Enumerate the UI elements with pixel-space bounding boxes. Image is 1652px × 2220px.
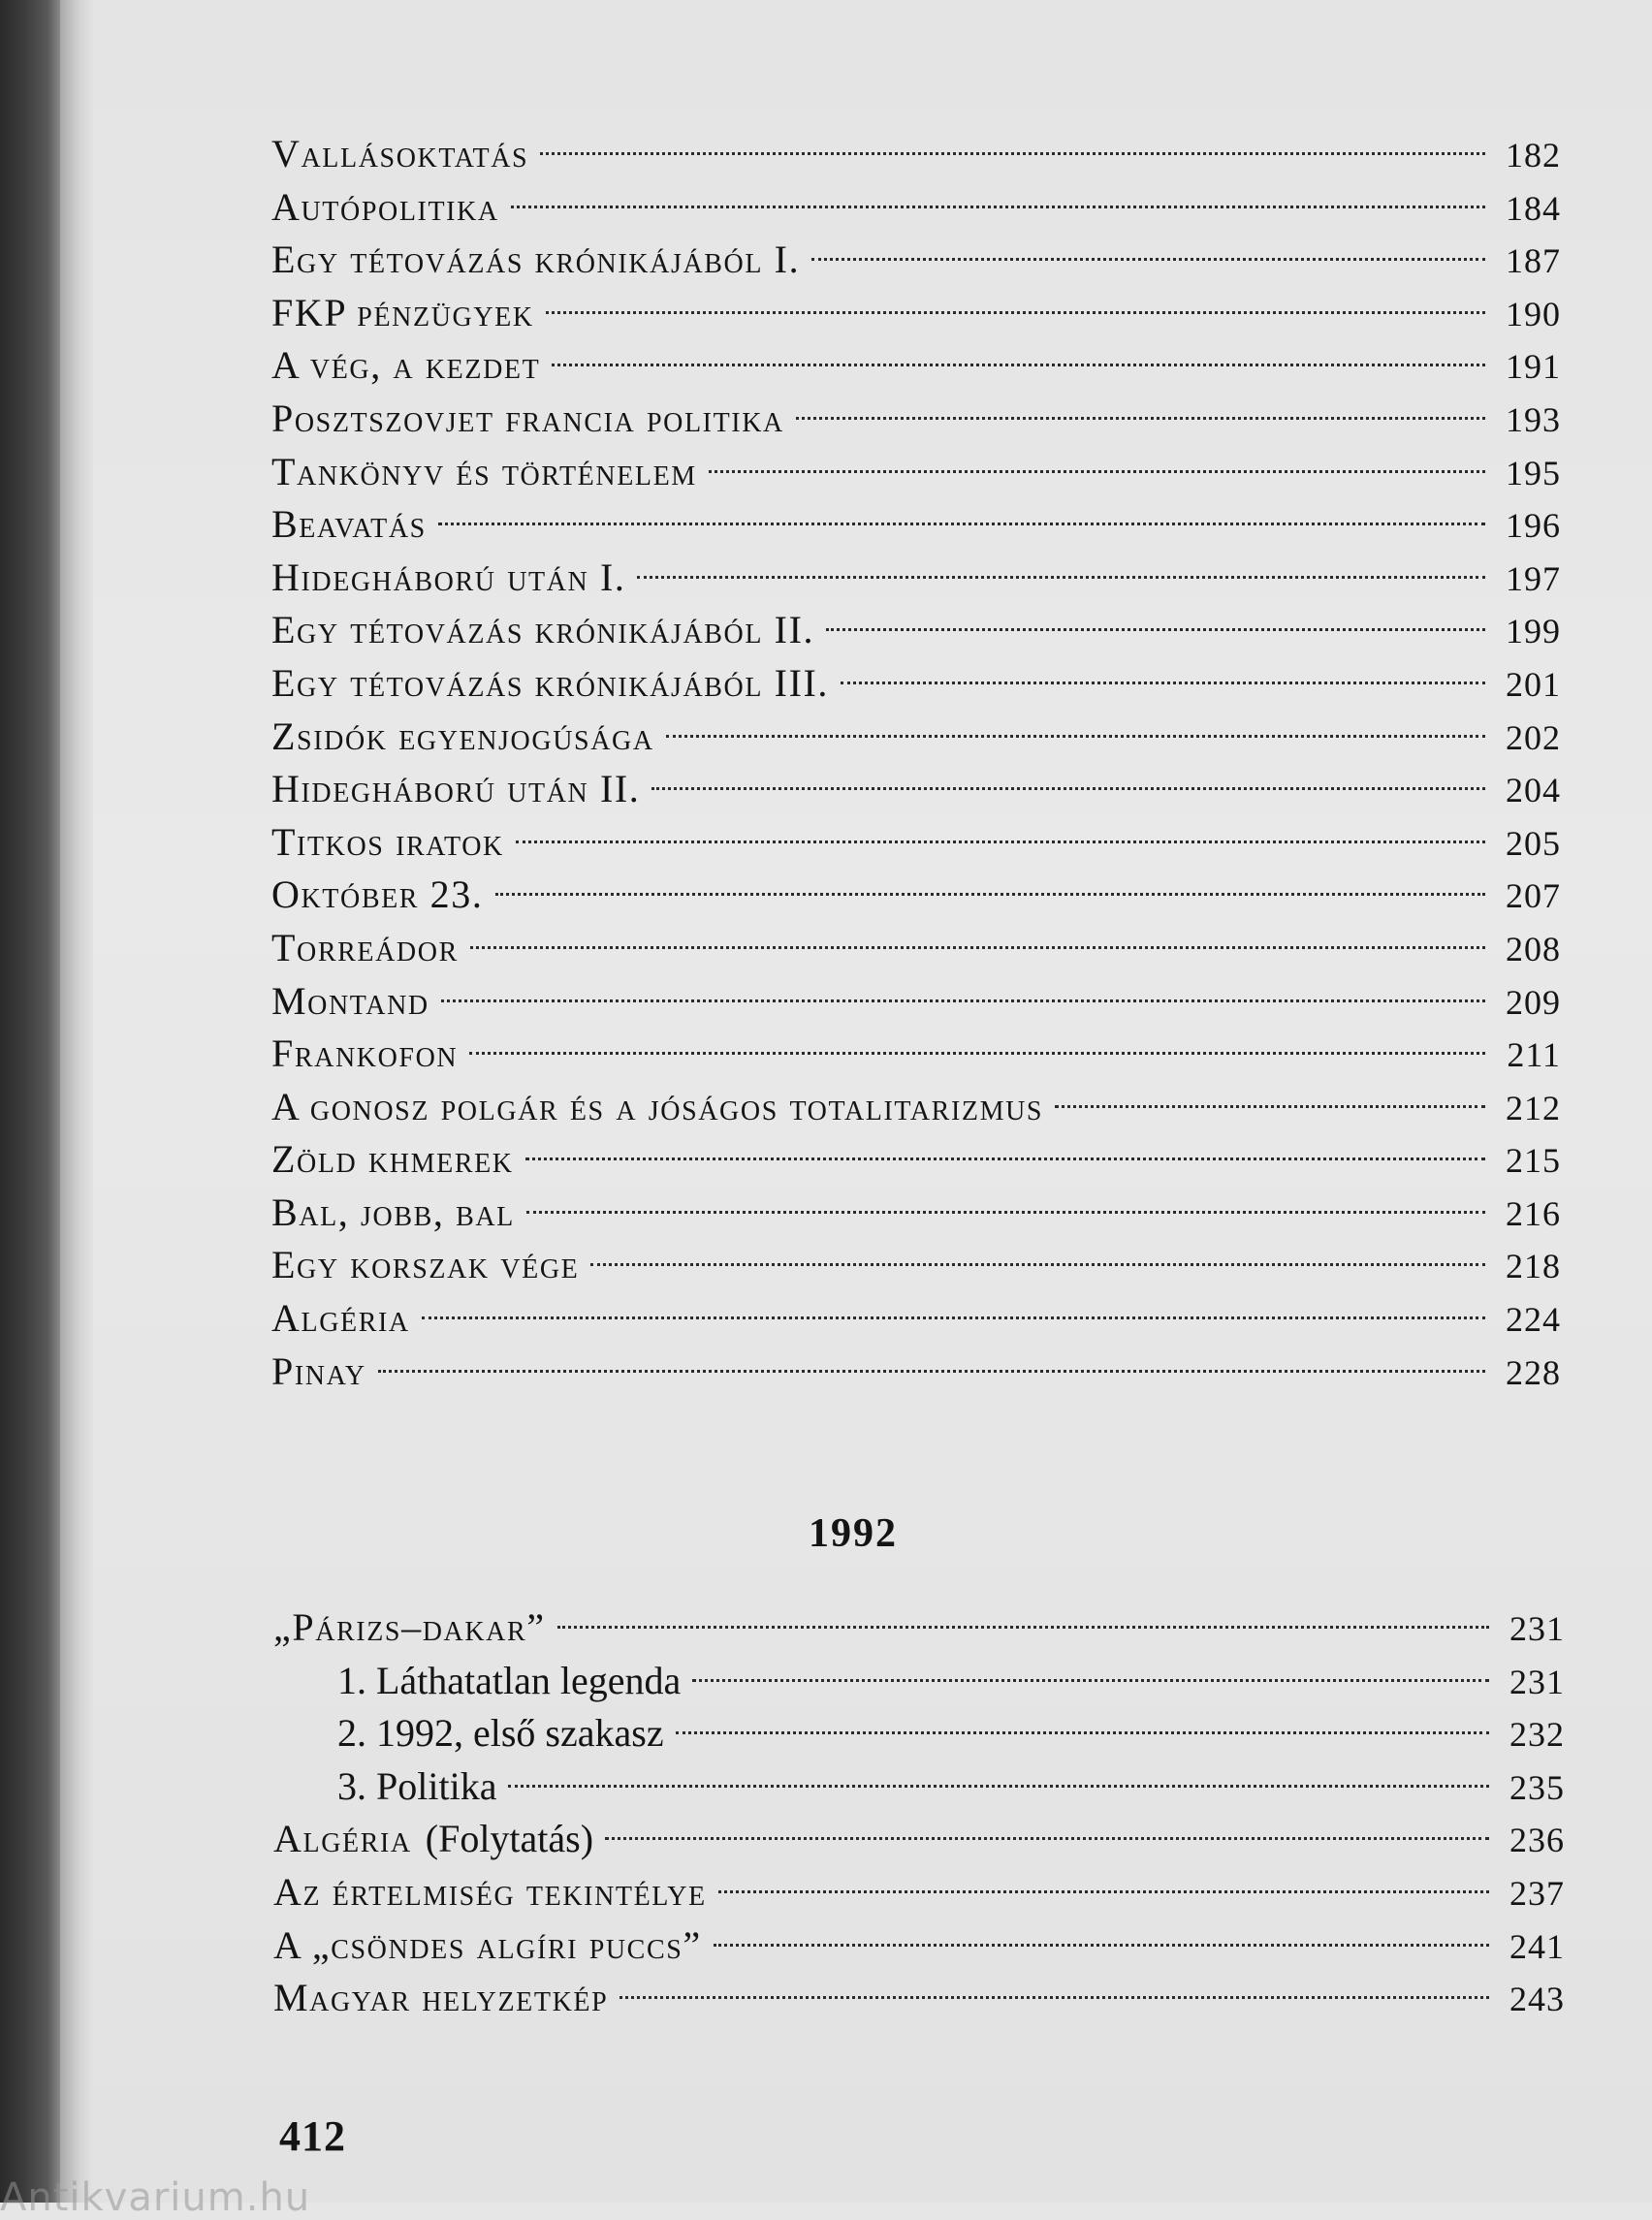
dot-leader xyxy=(841,682,1485,684)
toc-entry-page: 216 xyxy=(1506,1193,1561,1233)
toc-entry-page: 204 xyxy=(1506,771,1561,810)
toc-entry xyxy=(273,1813,1565,1866)
dot-leader xyxy=(811,258,1485,261)
toc-entry xyxy=(271,1346,1561,1399)
toc-entry xyxy=(271,339,1561,393)
toc-entry-title: Beavatás xyxy=(271,502,427,547)
dot-leader xyxy=(651,787,1485,790)
toc-entry-page: 237 xyxy=(1509,1873,1565,1913)
toc-entry xyxy=(271,128,1561,181)
toc-entry-title: A vég, a kezdet xyxy=(271,343,541,388)
toc-entry-page: 212 xyxy=(1506,1088,1561,1127)
dot-leader xyxy=(552,364,1485,366)
toc-entry-title: Egy tétovázás krónikájából I. xyxy=(271,238,801,282)
dot-leader xyxy=(516,840,1485,843)
toc-entry-page: 199 xyxy=(1506,612,1561,651)
page-number: 412 xyxy=(279,2112,346,2160)
toc-entry-page: 195 xyxy=(1506,453,1561,492)
toc-entry xyxy=(271,552,1561,605)
toc-entry xyxy=(271,498,1561,552)
toc-entry-page: 231 xyxy=(1509,1609,1565,1648)
dot-leader xyxy=(637,576,1485,579)
toc-entry-page: 182 xyxy=(1506,136,1561,174)
toc-entry xyxy=(271,1028,1561,1081)
dot-leader xyxy=(441,999,1485,1002)
toc-subentry xyxy=(273,1655,1565,1708)
dot-leader xyxy=(511,206,1485,208)
toc-entry xyxy=(273,1602,1565,1655)
toc-entry-page: 205 xyxy=(1506,823,1561,863)
toc-entry xyxy=(271,763,1561,816)
toc-subentry-title: 3. Politika xyxy=(337,1763,497,1808)
toc-entry-title: Pinay xyxy=(271,1348,366,1393)
toc-entry-page: 191 xyxy=(1506,347,1561,387)
toc-entry-title: „Párizs–dakar” xyxy=(273,1605,546,1649)
toc-entry-title: A gonosz polgár és a jóságos totalitarizmus xyxy=(271,1084,1044,1128)
dot-leader xyxy=(378,1370,1485,1373)
dot-leader xyxy=(540,152,1485,155)
toc-entry-page: 232 xyxy=(1509,1715,1565,1755)
toc-subentry xyxy=(273,1707,1565,1760)
toc-entry-title: Torreádor xyxy=(271,925,459,969)
dot-leader xyxy=(714,1944,1489,1947)
toc-entry-page: 228 xyxy=(1506,1352,1561,1392)
toc-entry-page: 231 xyxy=(1509,1662,1565,1701)
toc-entry xyxy=(271,1133,1561,1187)
toc-entry-title: Zöld khmerek xyxy=(271,1137,514,1182)
toc-entry-page: 243 xyxy=(1509,1980,1565,2019)
toc-entry-title: Vallásoktatás xyxy=(271,132,529,175)
book-spine-shadow xyxy=(0,0,60,2203)
toc-entry xyxy=(271,181,1561,235)
toc-entry-title: Egy tétovázás krónikájából III. xyxy=(271,660,830,705)
dot-leader xyxy=(590,1263,1485,1266)
toc-entry-page: 184 xyxy=(1506,188,1561,228)
book-gutter xyxy=(60,0,93,2203)
table-of-contents-1992 xyxy=(273,1602,1565,2025)
toc-entry-page: 224 xyxy=(1506,1300,1561,1340)
toc-entry xyxy=(273,1972,1565,2025)
toc-entry-title: Posztszovjet francia politika xyxy=(271,396,784,440)
dot-leader xyxy=(826,628,1485,631)
dot-leader xyxy=(676,1731,1489,1734)
toc-entry-title: A „csöndes algíri puccs” xyxy=(273,1922,702,1967)
dot-leader xyxy=(469,1052,1485,1055)
dot-leader xyxy=(438,523,1485,525)
dot-leader xyxy=(718,1890,1489,1893)
toc-entry-title: Frankofon xyxy=(271,1031,459,1076)
toc-entry-title: Hidegháború után II. xyxy=(271,767,641,811)
table-of-contents-1991 xyxy=(271,128,1561,1398)
toc-entry-page: 208 xyxy=(1506,929,1561,968)
toc-entry-page: 187 xyxy=(1506,241,1561,281)
toc-entry xyxy=(271,1292,1561,1346)
toc-entry xyxy=(271,975,1561,1029)
toc-entry-title: Magyar helyzetkép xyxy=(273,1976,609,2020)
toc-subentry xyxy=(273,1760,1565,1814)
dot-leader xyxy=(525,1158,1485,1160)
dot-leader xyxy=(605,1837,1489,1840)
dot-leader xyxy=(470,946,1485,949)
dot-leader xyxy=(557,1626,1489,1629)
toc-entry-page: 211 xyxy=(1507,1035,1561,1075)
dot-leader xyxy=(796,417,1485,420)
toc-entry-title: Autópolitika xyxy=(271,184,499,229)
toc-entry xyxy=(271,446,1561,499)
toc-entry-title: Zsidók egyenjogúsága xyxy=(271,714,654,758)
toc-entry-page: 190 xyxy=(1506,294,1561,333)
dot-leader xyxy=(495,893,1486,896)
watermark: Antikvarium.hu xyxy=(0,2175,311,2220)
dot-leader xyxy=(422,1316,1485,1319)
toc-entry-page: 201 xyxy=(1506,664,1561,704)
toc-entry-title: Bal, jobb, bal xyxy=(271,1189,515,1234)
toc-entry-title: Montand xyxy=(271,978,429,1023)
toc-entry xyxy=(271,604,1561,657)
toc-entry-title: Tankönyv és történelem xyxy=(271,449,697,493)
toc-entry-page: 236 xyxy=(1509,1821,1565,1860)
dot-leader xyxy=(526,1211,1485,1214)
toc-entry xyxy=(271,816,1561,870)
toc-entry xyxy=(271,1081,1561,1134)
toc-entry-page: 235 xyxy=(1509,1767,1565,1807)
toc-entry xyxy=(271,1187,1561,1240)
toc-entry-page: 193 xyxy=(1506,399,1561,439)
toc-entry-title: Az értelmiség tekintélye xyxy=(273,1869,707,1914)
toc-entry-title-suffix: (Folytatás) xyxy=(425,1817,594,1861)
toc-entry xyxy=(271,711,1561,764)
toc-entry-page: 209 xyxy=(1506,982,1561,1022)
toc-entry xyxy=(271,869,1561,922)
toc-entry-title: Hidegháború után I. xyxy=(271,555,626,599)
toc-entry-title: Egy korszak vége xyxy=(271,1243,580,1287)
toc-entry-page: 197 xyxy=(1506,558,1561,598)
dot-leader xyxy=(666,735,1485,738)
toc-entry-title: Algéria xyxy=(273,1817,412,1861)
toc-entry-page: 241 xyxy=(1509,1926,1565,1966)
toc-entry-page: 215 xyxy=(1506,1141,1561,1181)
toc-entry xyxy=(271,393,1561,446)
toc-entry-page: 202 xyxy=(1506,717,1561,757)
section-year-heading: 1992 xyxy=(809,1511,898,1556)
dot-leader xyxy=(620,1996,1489,1999)
toc-entry xyxy=(271,234,1561,287)
toc-entry-page: 196 xyxy=(1506,506,1561,546)
dot-leader xyxy=(692,1679,1489,1682)
toc-entry-page: 207 xyxy=(1506,876,1561,916)
dot-leader xyxy=(1055,1105,1485,1108)
toc-entry-title: Október 23. xyxy=(271,872,484,917)
toc-entry-title: Egy tétovázás krónikájából II. xyxy=(271,608,815,652)
toc-entry xyxy=(271,657,1561,711)
toc-entry xyxy=(271,1239,1561,1292)
toc-entry-title: FKP pénzügyek xyxy=(271,290,534,334)
toc-subentry-title: 1. Láthatatlan legenda xyxy=(337,1658,682,1702)
toc-entry xyxy=(273,1866,1565,1919)
dot-leader xyxy=(546,311,1485,314)
toc-subentry-title: 2. 1992, első szakasz xyxy=(337,1711,664,1756)
dot-leader xyxy=(508,1785,1489,1788)
toc-entry xyxy=(271,287,1561,340)
toc-entry xyxy=(271,922,1561,975)
toc-entry-page: 218 xyxy=(1506,1247,1561,1286)
toc-entry-title: Titkos iratok xyxy=(271,819,504,864)
dot-leader xyxy=(709,470,1485,473)
toc-entry-title: Algéria xyxy=(271,1296,410,1341)
toc-entry xyxy=(273,1919,1565,1973)
